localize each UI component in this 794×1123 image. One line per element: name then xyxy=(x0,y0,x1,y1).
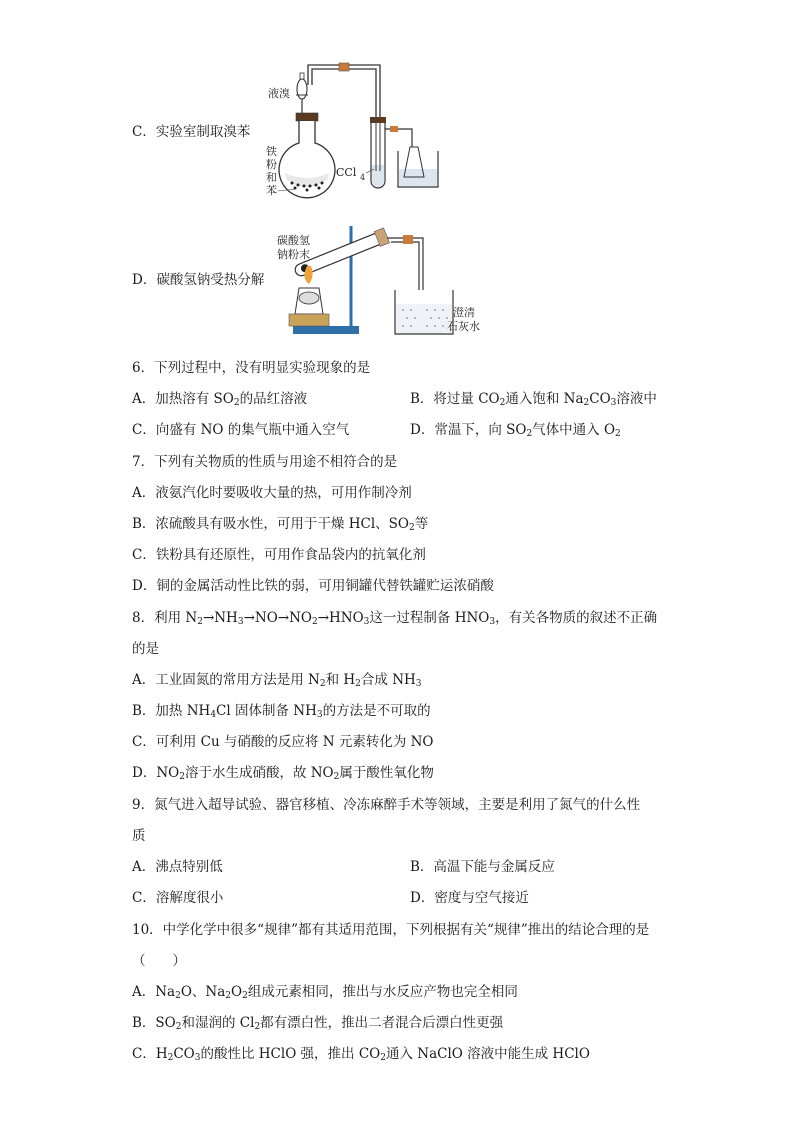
label-nahco3-1: 碳酸氢 xyxy=(277,234,310,247)
q8-stem-cont: 的是 xyxy=(132,641,159,657)
label-iron-3: 和 xyxy=(266,171,277,184)
q10-option-c: C．$H_2CO_3$的酸性比 HClO 强，推出 $CO_2$通入 NaClO 溶液中能生成 HClO xyxy=(132,1046,590,1063)
q8-option-d: D．$NO_2$溶于水生成硝酸，故 $NO_2$属于酸性氧化物 xyxy=(132,765,434,782)
q9-stem-cont: 质 xyxy=(132,828,146,844)
q8-option-a: A．工业固氮的常用方法是用 $N_2$和 $H_2$合成 $NH_3$ xyxy=(132,672,422,689)
q9-option-d: D．密度与空气接近 xyxy=(410,890,529,906)
label-iron-1: 铁 xyxy=(266,145,277,158)
label-iron-4: 苯 xyxy=(266,184,277,197)
q8-option-b: B．加热 $NH_4Cl$ 固体制备 $NH_3$的方法是不可取的 xyxy=(132,703,431,720)
label-ccl4: CCl xyxy=(336,166,357,179)
q6-option-a: A．加热溶有 $SO_2$的品红溶液 xyxy=(132,391,308,408)
q6-option-b: B．将过量 $CO_2$通入饱和 $Na_2CO_3$溶液中 xyxy=(410,391,657,408)
label-liquid-bromine: 液溴 xyxy=(268,87,290,100)
q6-option-d: D．常温下，向 $SO_2$气体中通入 $O_2$ xyxy=(410,422,621,439)
q10-option-a: A．$Na_2O$、$Na_2O_2$组成元素相同，推出与水反应产物也完全相同 xyxy=(132,984,518,1001)
q7-option-b: B．浓硫酸具有吸水性，可用于干燥 HCl、$SO_2$等 xyxy=(132,516,429,533)
q7-option-a: A．液氨汽化时要吸收大量的热，可用作制冷剂 xyxy=(132,485,412,501)
q7-option-c: C．铁粉具有还原性，可用作食品袋内的抗氧化剂 xyxy=(132,547,426,563)
q10-answer-paren: （ ） xyxy=(132,953,186,969)
q8-stem: 8．利用 $N_2\to NH_3\to NO\to NO_2\to HNO_3$这一过程制备 $HNO_3$，有关各物质的叙述不正确 xyxy=(132,610,658,627)
q9-stem: 9．氮气进入超导试验、器官移植、冷冻麻醉手术等领域，主要是利用了氮气的什么性 xyxy=(132,797,641,813)
q9-option-a: A．沸点特别低 xyxy=(132,859,223,875)
q9-option-b: B．高温下能与金属反应 xyxy=(410,859,555,875)
option-c-label: C．实验室制取溴苯 xyxy=(132,124,251,140)
q9-option-c: C．溶解度很小 xyxy=(132,890,224,906)
label-limewater-1: 澄清 xyxy=(453,306,475,319)
q7-option-d: D．铜的金属活动性比铁的弱，可用铜罐代替铁罐贮运浓硝酸 xyxy=(132,578,494,594)
q10-stem: 10．中学化学中很多“规律”都有其适用范围，下列根据有关“规律”推出的结论合理的是 xyxy=(132,922,650,938)
bromobenzene-apparatus-figure xyxy=(262,55,462,205)
q6-option-c: C．向盛有 NO 的集气瓶中通入空气 xyxy=(132,422,350,438)
label-limewater-2: 石灰水 xyxy=(447,320,480,333)
nahco3-decomposition-figure xyxy=(275,218,490,340)
label-iron-2: 粉 xyxy=(266,158,277,171)
option-d-label: D．碳酸氢钠受热分解 xyxy=(132,272,265,288)
q7-stem: 7．下列有关物质的性质与用途不相符合的是 xyxy=(132,454,398,470)
q10-option-b: B．$SO_2$和湿润的 $Cl_2$都有漂白性，推出二者混合后漂白性更强 xyxy=(132,1015,504,1032)
label-ccl4-sub: 4 xyxy=(360,173,366,182)
q6-stem: 6．下列过程中，没有明显实验现象的是 xyxy=(132,360,371,376)
q8-option-c: C．可利用 Cu 与硝酸的反应将 N 元素转化为 NO xyxy=(132,734,434,750)
label-nahco3-2: 钠粉末 xyxy=(277,248,310,261)
